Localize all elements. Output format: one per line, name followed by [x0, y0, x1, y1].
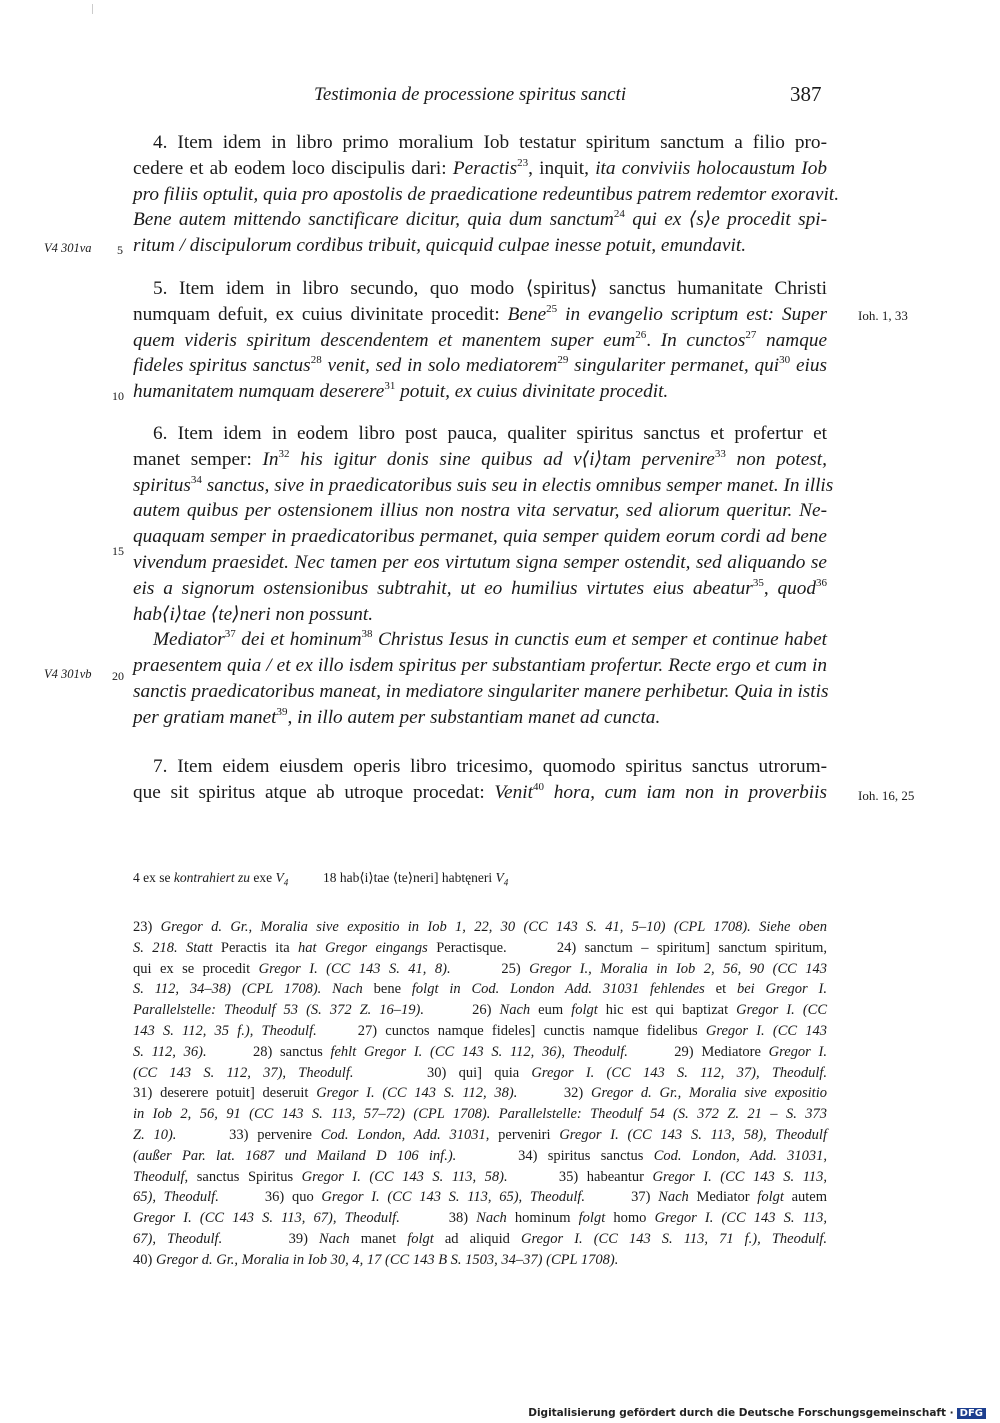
paragraph-6 [133, 421, 834, 731]
note-line: 31) deserere potuit] deseruit Gregor I. (CC 143 S. 112, 38). 32) Gregor d. Gr., Moralia sive expositio [133, 1085, 827, 1102]
note-line: S. 112, 34–38) (CPL 1708). Nach bene folgt in Cod. London Add. 31031 fehlendes et bei Gregor I. [133, 981, 827, 998]
text-line: numquam defuit, ex cuius divinitate procedit: Bene$^{25}$ in evangelio scriptum est: Super [133, 302, 827, 325]
margin-reference: Ioh. 16, 25 [858, 788, 915, 803]
note-line: Parallelstelle: Theodulf 53 (S. 372 Z. 16–19). 26) Nach eum folgt hic est qui baptizat Gregor I. (CC [133, 1002, 828, 1019]
text-line: manet semper: In$^{32}$ his igitur donis sine quibus ad v⟨i⟩tam pervenire$^{33}$ non potest, [133, 447, 827, 470]
note-line: Z. 10). 33) pervenire Cod. London, Add. 31031, perveniri Gregor I. (CC 143 S. 113, 58), Theodulf [133, 1126, 827, 1143]
line-number: 20 [112, 669, 124, 683]
note-line: 143 S. 112, 35 f.), Theodulf. 27) cunctos namque fideles] cunctis namque fidelibus Gregor I. (CC 143 [133, 1022, 828, 1039]
text-line: Mediator$^{37}$ dei et hominum$^{38}$ Christus Iesus in cunctis eum et semper et continue habet [153, 628, 827, 651]
text-line: hab⟨i⟩tae ⟨te⟩neri non possunt. [133, 603, 374, 625]
critical-apparatus [133, 870, 508, 888]
scan-mark [92, 4, 93, 14]
note-line: qui ex se procedit Gregor I. (CC 143 S. 41, 8). 25) Gregor I., Moralia in Iob 2, 56, 90 (CC 143 [133, 960, 827, 977]
text-line: eis a signorum ostensionibus subtrahit, ut eo humilius virtutes eius abeatur$^{35}$, quod$^{36}$ [133, 576, 827, 599]
footer-text: Digitalisierung gefördert durch die Deutsche Forschungsgemeinschaft · [528, 1407, 954, 1419]
text-line: humanitatem numquam deserere$^{31}$ potuit, ex cuius divinitate procedit. [133, 380, 669, 403]
text-line: spiritus$^{34}$ sanctus, sive in praedicatoribus suis seu in electis omnibus semper manet. In illis [133, 473, 834, 496]
apparatus-entry: 18 hab⟨i⟩tae ⟨te⟩neri] habtęneri $V_4$ [322, 870, 509, 888]
margin-folio: V4 301vb [44, 667, 92, 681]
line-number: 15 [112, 544, 124, 558]
paragraph-4 [133, 130, 840, 259]
note-line: Theodulf, sanctus Spiritus Gregor I. (CC 143 S. 113, 58). 35) habeantur Gregor I. (CC 143 S. 113, [133, 1168, 827, 1185]
paragraph-7 [133, 754, 827, 806]
paragraph-5 [133, 276, 827, 405]
text-line: Bene autem mittendo sanctificare dicitur, quia dum sanctum$^{24}$ qui ex ⟨s⟩e procedit spi- [133, 208, 827, 231]
dfg-logo: DFG [957, 1408, 986, 1419]
text-line: quem videris spiritum descendentem et manentem super eum$^{26}$. In cunctos$^{27}$ namque [133, 328, 828, 351]
line-number: 5 [117, 243, 123, 257]
note-line: (CC 143 S. 112, 37), Theodulf. 30) qui] quia Gregor I. (CC 143 S. 112, 37), Theodulf. [133, 1064, 828, 1081]
note-line: S. 112, 36). 28) sanctus fehlt Gregor I. (CC 143 S. 112, 36), Theodulf. 29) Mediatore Gregor I. [133, 1043, 827, 1060]
margin-reference: Ioh. 1, 33 [858, 308, 908, 323]
margin-folio: V4 301va [44, 241, 92, 255]
footnotes [133, 917, 827, 1271]
running-title: Testimonia de processione spiritus sancti [314, 84, 627, 105]
note-line: in Iob 2, 56, 91 (CC 143 S. 113, 57–72) (CPL 1708). Parallelstelle: Theodulf 54 (S. 372 Z. 21 – S. 373 [133, 1106, 827, 1123]
text-line: que sit spiritus atque ab utroque procedat: Venit$^{40}$ hora, cum iam non in proverbiis [133, 780, 827, 803]
text-line: sanctis praedicatoribus maneat, in mediatore singulariter manere perhibetur. Quia in istis [133, 680, 829, 702]
text-line: 4. Item idem in libro primo moralium Iob testatur spiritum sanctum a filio pro- [153, 132, 827, 153]
line-number: 10 [112, 389, 124, 403]
note-line: Gregor I. (CC 143 S. 113, 67), Theodulf. 38) Nach hominum folgt homo Gregor I. (CC 143 S. 113, [133, 1210, 827, 1227]
text-line: cedere et ab eodem loco discipulis dari: Peractis$^{23}$, inquit, ita conviviis holocaustum Iob [133, 156, 827, 179]
text-line: praesentem quia / et ex illo isdem spiritus per substantiam profertur. Recte ergo et cum in [133, 655, 827, 677]
text-line: 6. Item idem in eodem libro post pauca, qualiter spiritus sanctus et profertur et [153, 423, 827, 444]
note-line: (außer Par. lat. 1687 und Mailand D 106 inf.). 34) spiritus sanctus Cod. London, Add. 31031, [133, 1147, 827, 1164]
note-line: 67), Theodulf. 39) Nach manet folgt ad aliquid Gregor I. (CC 143 S. 113, 71 f.), Theodulf. [133, 1230, 827, 1247]
note-line: 65), Theodulf. 36) quo Gregor I. (CC 143 S. 113, 65), Theodulf. 37) Nach Mediator folgt autem [133, 1189, 828, 1206]
digitization-footer [528, 1407, 986, 1419]
text-line: autem quibus per ostensionem illius non nostra vita servatur, sed aliorum queritur. Ne- [133, 500, 827, 522]
note-line: 23) Gregor d. Gr., Moralia sive expositio in Iob 1, 22, 30 (CC 143 S. 41, 5–10) (CPL 1708). Siehe oben [133, 919, 827, 935]
text-line: vivendum praesidet. Nec tamen per eos virtutum signa semper ostendit, sed aliquando se [133, 551, 827, 573]
note-line: S. 218. Statt Peractis ita hat Gregor eingangs Peractisque. 24) sanctum – spiritum] sanctum spiritum, [133, 939, 827, 956]
text-line: pro filiis optulit, quia pro apostolis de praedicatione redeuntibus patrem redemtor exoravit. [133, 183, 840, 205]
text-line: 5. Item idem in libro secundo, quo modo ⟨spiritus⟩ sanctus humanitate Christi [153, 278, 827, 299]
text-line: quaquam semper in praedicatoribus permanet, quia semper quidem eorum cordi ad bene [133, 526, 827, 548]
text-line: 7. Item eidem eiusdem operis libro tricesimo, quomodo spiritus sanctus utrorum- [153, 756, 827, 777]
apparatus-entry: 4 ex se kontrahiert zu exe $V_4$ [133, 870, 289, 888]
note-line: 40) Gregor d. Gr., Moralia in Iob 30, 4, 17 (CC 143 B S. 1503, 34–37) (CPL 1708). [133, 1251, 619, 1268]
text-line: ritum / discipulorum cordibus tribuit, quicquid culpae inesse potuit, emundavit. [133, 235, 747, 257]
text-line: per gratiam manet$^{39}$, in illo autem per substantiam manet ad cuncta. [133, 705, 661, 728]
page-number: 387 [790, 82, 822, 106]
text-line: fideles spiritus sanctus$^{28}$ venit, sed in solo mediatorem$^{29}$ singulariter permanet, qui$^{30}$ eius [133, 354, 828, 377]
